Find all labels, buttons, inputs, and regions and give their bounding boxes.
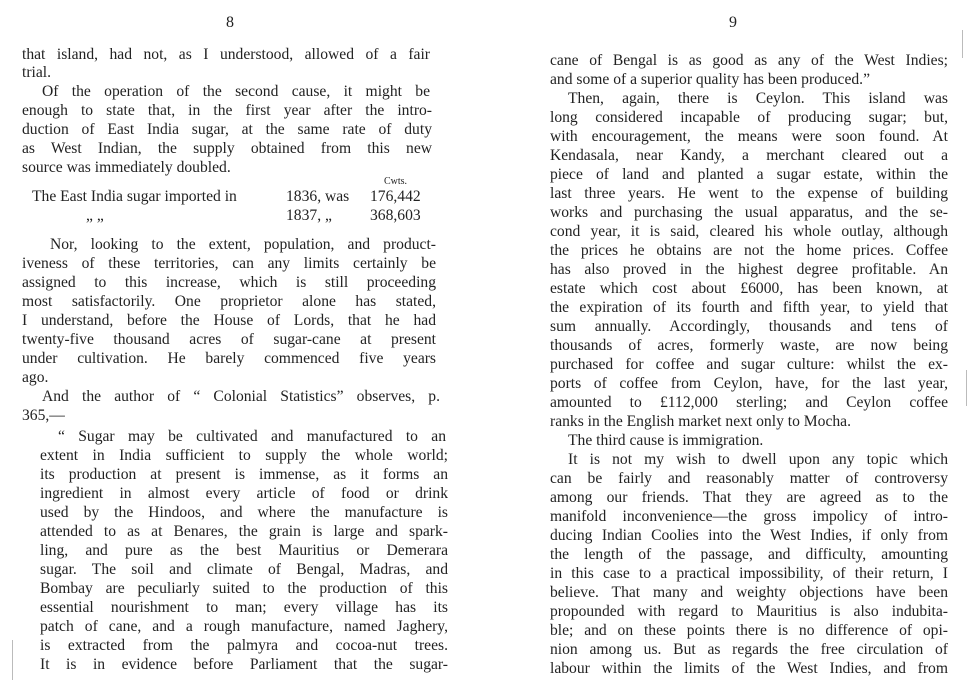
table-row-label: „ „: [86, 207, 104, 224]
table-row-year: 1836, was: [286, 188, 350, 205]
text-line: last three years. He went to the expense of building: [550, 185, 948, 202]
text-line: Then, again, there is Ceylon. This island was: [568, 90, 948, 107]
page-number: 8: [226, 14, 234, 31]
table-unit: Cwts.: [384, 176, 408, 187]
text-line: estate which cost about £6000, has been known, at: [550, 280, 948, 297]
text-line: and some of a superior quality has been produced.”: [550, 71, 870, 88]
text-line: sum annually. Accordingly, thousands and tens of: [550, 318, 948, 335]
text-line: Of the operation of the second cause, it might be: [42, 83, 430, 100]
text-line: trial.: [22, 64, 52, 81]
text-line: used by the Hindoos, and where the manufacture is: [40, 504, 448, 521]
text-line: essential nourishment to man; every village has its: [40, 599, 448, 616]
text-line: attended to as at Benares, the grain is large and spark-: [40, 523, 448, 540]
text-line: long considered incapable of producing sugar; but,: [550, 109, 948, 126]
text-line: 365,—: [22, 407, 65, 424]
text-line: ports of coffee from Ceylon, have, for the last year,: [550, 375, 948, 392]
table-row-label: The East India sugar imported in: [32, 188, 237, 205]
text-line: Kendasala, near Kandy, a merchant cleared out a: [550, 147, 948, 164]
text-line: most satisfactorily. One proprietor alone has stated,: [22, 293, 436, 310]
text-line: has also proved in the highest degree profitable. An: [550, 261, 948, 278]
text-line: Nor, looking to the extent, population, and product-: [50, 236, 436, 253]
text-line: ducing Indian Coolies into the West Indies, if only from: [550, 527, 948, 544]
text-line: the length of the passage, and difficulty, amounting: [550, 546, 948, 563]
text-line: that island, had not, as I understood, allowed of a fair: [22, 46, 430, 63]
text-line: thousands of acres, formerly waste, are now being: [550, 337, 948, 354]
text-line: Bombay are peculiarly suited to the production of this: [40, 580, 448, 597]
text-line: It is in evidence before Parliament that the sugar-: [40, 656, 448, 673]
text-line: iveness of these territories, can any limits certainly be: [22, 255, 436, 272]
text-line: sugar. The soil and climate of Bengal, Madras, and: [40, 561, 448, 578]
text-line: “ Sugar may be cultivated and manufactured to an: [58, 428, 446, 445]
text-line: ranks in the English market next only to Mocha.: [550, 413, 851, 430]
text-line: ingredient in almost every article of food or drink: [40, 485, 448, 502]
text-line: cane of Bengal is as good as any of the West Indies;: [550, 52, 948, 69]
text-line: purchased for coffee and sugar culture: whilst the ex-: [550, 356, 948, 373]
text-line: piece of land and planted a sugar estate, within the: [550, 166, 948, 183]
text-line: duction of East India sugar, at the same rate of duty: [22, 121, 432, 138]
text-line: It is not my wish to dwell upon any topic which: [568, 451, 948, 468]
text-line: as West Indian, the supply obtained from this new: [22, 140, 432, 157]
text-line: ble; and on these points there is no difference of opi-: [550, 622, 948, 639]
text-line: can be fairly and reasonably matter of controversy: [550, 470, 948, 487]
text-line: I understand, before the House of Lords, that he had: [22, 312, 436, 329]
text-line: works and purchasing the usual apparatus, and the se-: [550, 204, 948, 221]
text-line: its production at present is immense, as it forms an: [40, 466, 448, 483]
text-line: And the author of “ Colonial Statistics” observes, p.: [42, 388, 440, 405]
text-line: nion among us. But as regards the free circulation of: [550, 641, 948, 658]
table-row-value: 368,603: [370, 207, 421, 224]
text-line: ago.: [22, 369, 49, 386]
text-line: amounted to £112,000 sterling; and Ceylon coffee: [550, 394, 948, 411]
text-line: ling, and pure as the best Mauritius or Demerara: [40, 542, 448, 559]
table-row-year: 1837, „: [286, 207, 332, 224]
text-line: with encouragement, the means were soon found. At: [550, 128, 948, 145]
page-edge: [12, 640, 13, 680]
text-line: patch of cane, and a rough manufacture, named Jaghery,: [40, 618, 448, 635]
text-line: among our friends. That they are agreed as to the: [550, 489, 948, 506]
page-edge: [966, 370, 967, 406]
page-number: 9: [729, 14, 737, 31]
text-line: extent in India sufficient to supply the whole world;: [40, 447, 448, 464]
text-line: the expiration of its fourth and fifth year, to yield that: [550, 299, 948, 316]
text-line: manifold inconvenience—the gross impolicy of intro-: [550, 508, 948, 525]
text-line: is extracted from the palmyra and cocoa-nut trees.: [40, 637, 448, 654]
text-line: enough to state that, in the first year after the intro-: [22, 102, 432, 119]
text-line: cond year, it is said, cleared his whole outlay, although: [550, 223, 948, 240]
text-line: The third cause is immigration.: [568, 432, 764, 449]
text-line: source was immediately doubled.: [22, 159, 231, 176]
table-row-value: 176,442: [370, 188, 421, 205]
text-line: in this case to a practical impossibility, of their return, I: [550, 565, 948, 582]
text-line: twenty-five thousand acres of sugar-cane at present: [22, 331, 436, 348]
text-line: labour within the limits of the West Indies, and from: [550, 660, 948, 677]
text-line: believe. That many and weighty objections have been: [550, 584, 948, 601]
page-edge: [962, 30, 963, 58]
text-line: assigned to this increase, which is still proceeding: [22, 274, 436, 291]
text-line: under cultivation. He barely commenced five years: [22, 350, 436, 367]
text-line: the prices he obtains are not the home prices. Coffee: [550, 242, 948, 259]
right-page: [490, 0, 980, 686]
text-line: propounded with regard to Mauritius is also indubita-: [550, 603, 948, 620]
